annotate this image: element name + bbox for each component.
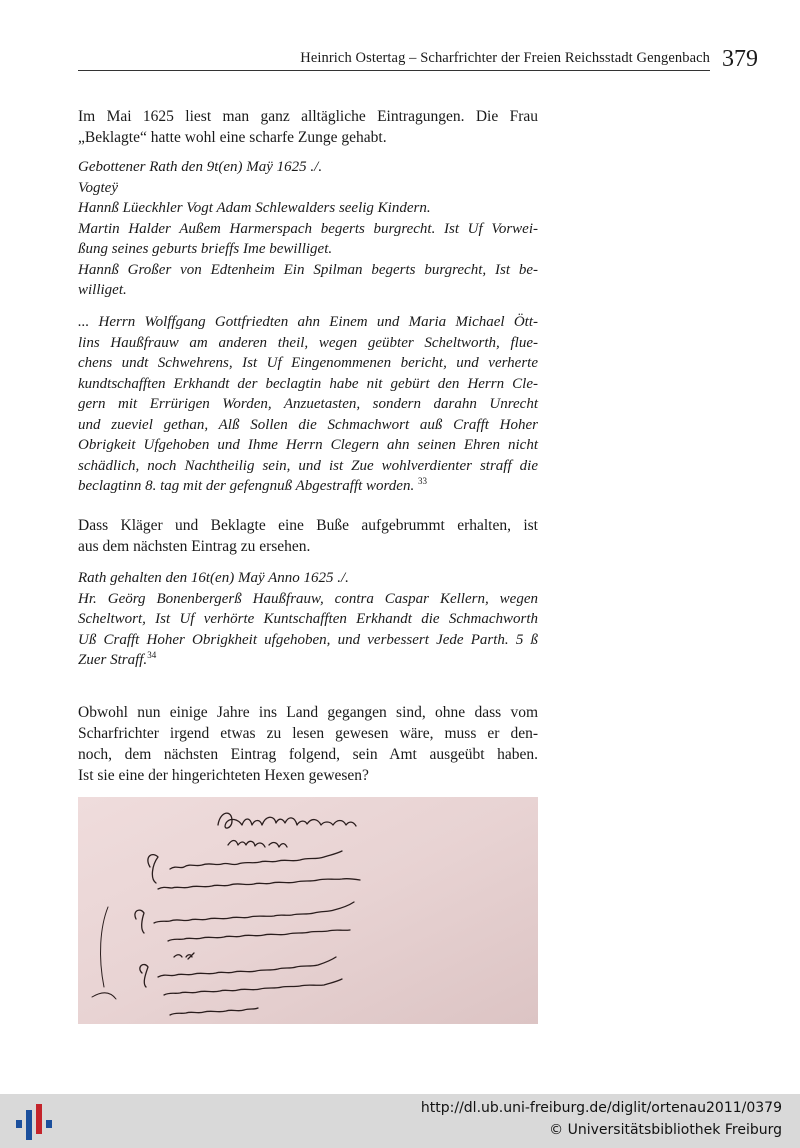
quote-line: lins Haußfrauw am anderen theil, wegen geübter Scheltworth, flue- [78, 334, 538, 351]
quote-line: gern mit Errürigen Worden, Anzuetasten, sondern darahn Unrecht [78, 396, 538, 412]
manuscript-paper [78, 797, 538, 1024]
logo-bar [26, 1110, 32, 1140]
footnote-marker-34: 34 [147, 650, 157, 660]
quote-council-may-16 [78, 568, 538, 671]
page-number: 379 [722, 46, 758, 72]
quote-line: Obrigkeit Ufgehoben und Ihme Herrn Clegern ahn seinen Ehren nicht [78, 437, 538, 453]
digital-library-link[interactable]: http://dl.ub.uni-freiburg.de/diglit/ortenau2011/0379 [420, 1100, 782, 1116]
text-line: aus dem nächsten Eintrag zu ersehen. [78, 538, 311, 555]
quote-line: williget. [78, 282, 127, 298]
executioner-paragraph [78, 702, 538, 786]
quote-line: Vogteÿ [78, 179, 118, 196]
quote-line: Scheltwort, Ist Uf verhörte Kuntschafften Erkhandt die Schmachworth [78, 611, 538, 627]
manuscript-image [78, 797, 538, 1024]
intro-paragraph [78, 106, 538, 148]
quote-line: Rath gehalten den 16t(en) Maÿ Anno 1625 ./. [78, 570, 349, 586]
quote-line: Martin Halder Außem Harmerspach begerts burgrecht. Ist Uf Vorwei- [78, 220, 538, 237]
quote-line: schädlich, noch Nachtheilig sein, und ist Zue wohlverdienter straff die [78, 457, 538, 474]
quote-line: Uß Crafft Hoher Obrigkheit ufgehoben, und verbessert Jede Parth. 5 ß [78, 631, 538, 648]
quote-line: Gebottener Rath den 9t(en) Maÿ 1625 ./. [78, 159, 323, 175]
quote-line: kundtschafften Erkhandt der beclagtin habe nit gebürt den Herrn Cle- [78, 375, 538, 392]
copyright-notice: © Universitätsbibliothek Freiburg [549, 1122, 782, 1138]
footnote-marker-33: 33 [417, 476, 427, 486]
quote-line [78, 476, 538, 497]
quote-line: chens undt Schwehrens, Ist Uf Eingenommenen bericht, und verherte [78, 355, 538, 371]
quote-line: ßung seines geburts brieffs Ime bewilliget. [78, 241, 333, 257]
logo-bar [36, 1104, 42, 1134]
text-line: Ist sie eine der hingerichteten Hexen gewesen? [78, 767, 369, 784]
logo-bar [46, 1120, 52, 1128]
running-title: Heinrich Ostertag – Scharfrichter der Freien Reichsstadt Gengenbach [300, 50, 710, 66]
quote-council-may-9 [78, 157, 538, 301]
quote-text: Zuer Straff. [78, 652, 148, 668]
quote-text: beclagtinn 8. tag mit der gefengnuß Abgestrafft worden. [78, 478, 415, 494]
quote-line: Hannß Lüeckhler Vogt Adam Schlewalders seelig Kindern. [78, 200, 431, 216]
text-line: Obwohl nun einige Jahre ins Land gegangen sind, ohne dass vom [78, 704, 538, 721]
quote-scheltworth-case [78, 312, 538, 497]
header-rule [78, 70, 710, 71]
quote-line: Hannß Großer von Edtenheim Ein Spilman begerts burgrecht, Ist be- [78, 261, 538, 278]
text-line: Im Mai 1625 liest man ganz alltägliche Eintragungen. Die Frau [78, 108, 538, 125]
quote-line: Hr. Geörg Bonenbergerß Haußfrauw, contra Caspar Kellern, wegen [78, 590, 538, 607]
footer-bar [0, 1094, 800, 1148]
penalty-paragraph [78, 515, 538, 557]
text-line: noch, dem nächsten Eintrag folgend, sein Amt ausgeübt haben. [78, 746, 538, 763]
logo-bar [16, 1120, 22, 1128]
quote-line: und zueviel gethan, Alß Sollen die Schmachwort auß Crafft Hoher [78, 416, 538, 433]
text-line: „Beklagte“ hatte wohl eine scharfe Zunge gehabt. [78, 129, 387, 146]
text-line: Scharfrichter irgend etwas zu lesen gewesen wäre, muss er den- [78, 725, 538, 742]
text-line: Dass Kläger und Beklagte eine Buße aufgebrummt erhalten, ist [78, 517, 538, 534]
ub-freiburg-logo-icon [14, 1098, 54, 1144]
quote-line: ... Herrn Wolffgang Gottfriedten ahn Einem und Maria Michael Ött- [78, 314, 538, 330]
quote-line [78, 650, 538, 671]
